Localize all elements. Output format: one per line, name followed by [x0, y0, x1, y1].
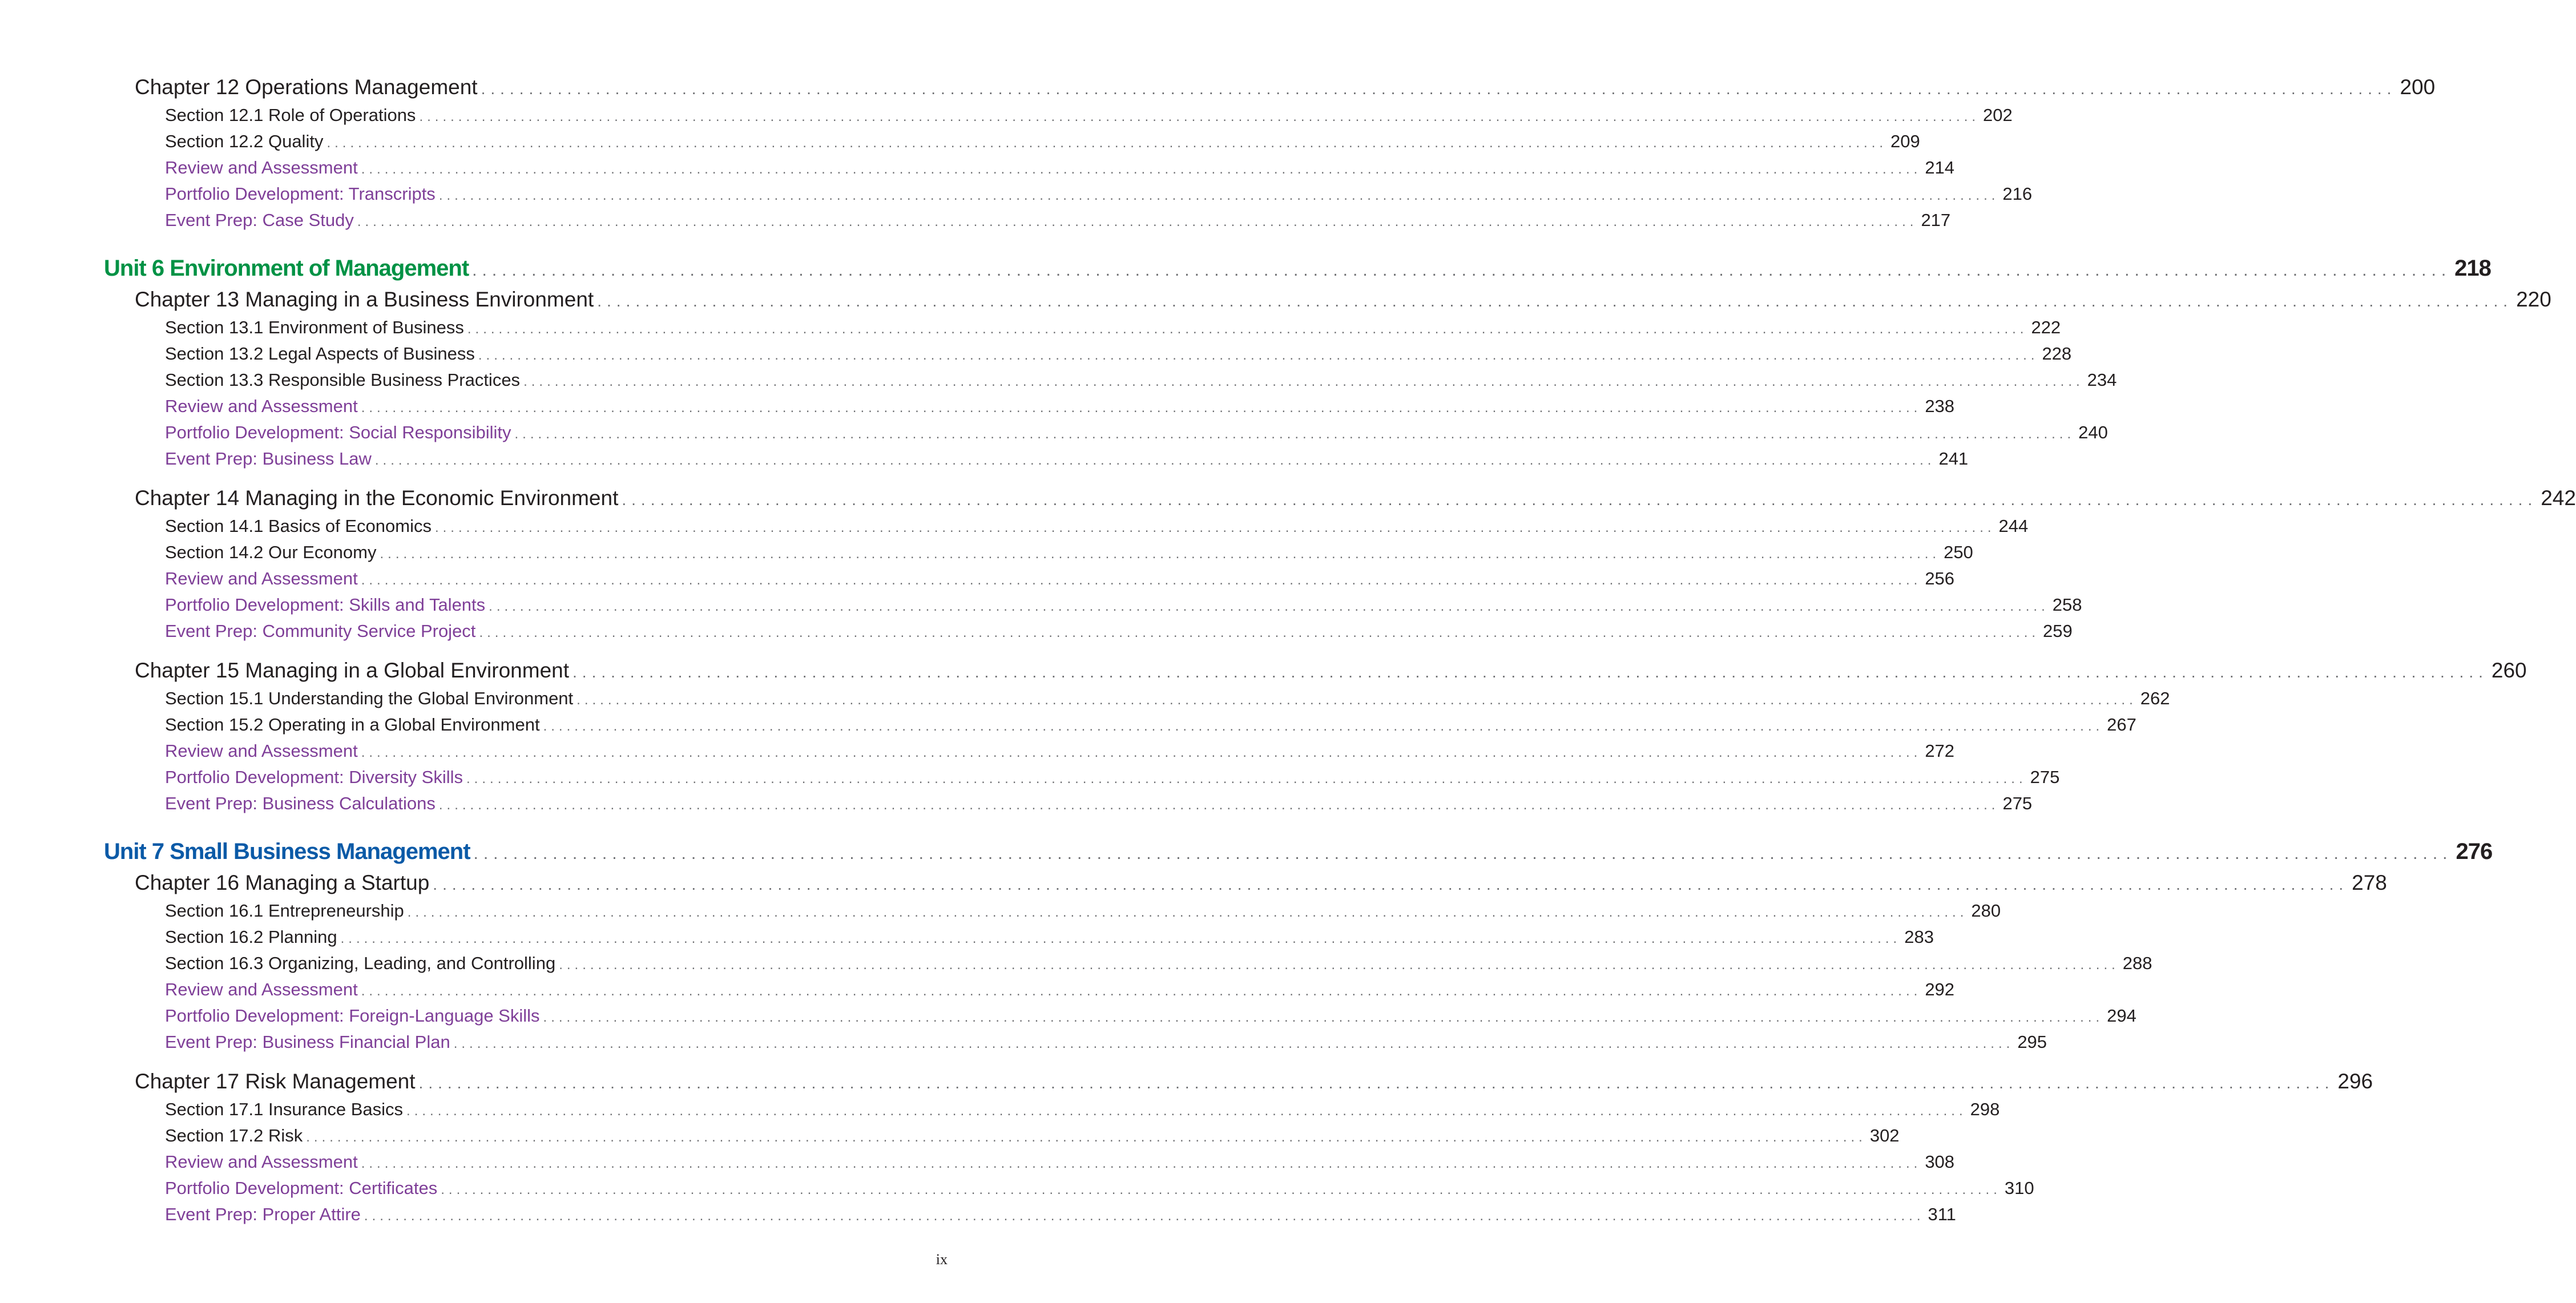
chapter-title: Chapter 13 Managing in a Business Environment: [135, 288, 594, 311]
extra-entry[interactable]: [165, 396, 1955, 422]
chapter-entry[interactable]: [135, 871, 2387, 901]
dot-leader: ........................................................................................................................................................................................................: [543, 719, 2104, 734]
dot-leader: ........................................................................................................................................................................................................: [433, 876, 2349, 893]
extra-page-number: 259: [2043, 621, 2073, 641]
dot-leader: ........................................................................................................................................................................................................: [380, 546, 1941, 562]
chapter-page-number: 242: [2541, 486, 2576, 510]
extra-title: Portfolio Development: Skills and Talents: [165, 595, 486, 615]
extra-title: Review and Assessment: [165, 1152, 358, 1172]
chapter-page-number: 220: [2516, 288, 2551, 311]
extra-page-number: 292: [1925, 979, 1955, 999]
dot-leader: ........................................................................................................................................................................................................: [364, 1208, 1925, 1224]
dot-leader: ........................................................................................................................................................................................................: [577, 692, 2137, 708]
extra-page-number: 275: [2002, 793, 2033, 813]
dot-leader: ........................................................................................................................................................................................................: [374, 453, 1936, 468]
section-entry[interactable]: [165, 370, 2117, 396]
section-title: Section 15.1 Understanding the Global Environment: [165, 688, 574, 708]
extra-page-number: 240: [2078, 422, 2108, 442]
chapter-title: Chapter 12 Operations Management: [135, 75, 478, 99]
section-title: Section 13.3 Responsible Business Practices: [165, 370, 521, 390]
extra-title: Portfolio Development: Certificates: [165, 1178, 438, 1198]
dot-leader: ........................................................................................................................................................................................................: [407, 905, 1968, 920]
extra-page-number: 310: [2004, 1178, 2034, 1198]
section-entry[interactable]: [165, 317, 2061, 344]
extra-page-number: 241: [1938, 449, 1969, 469]
extra-entry[interactable]: [165, 767, 2060, 793]
dot-leader: ........................................................................................................................................................................................................: [466, 771, 2027, 786]
extra-title: Event Prep: Business Calculations: [165, 793, 436, 813]
section-entry[interactable]: [165, 927, 1934, 953]
chapter-entry[interactable]: [135, 288, 2551, 317]
extra-page-number: 217: [1921, 210, 1951, 230]
unit-page-number: 218: [2454, 256, 2491, 281]
section-page-number: 283: [1904, 927, 1934, 947]
dot-leader: ........................................................................................................................................................................................................: [441, 1182, 2001, 1197]
chapter-entry[interactable]: [135, 1070, 2373, 1099]
section-title: Section 13.1 Environment of Business: [165, 317, 464, 337]
chapter-entry[interactable]: [135, 75, 2436, 105]
chapter-entry[interactable]: [135, 659, 2527, 688]
dot-leader: ........................................................................................................................................................................................................: [597, 292, 2513, 310]
section-entry[interactable]: [165, 105, 2013, 131]
dot-leader: ........................................................................................................................................................................................................: [361, 1156, 1922, 1171]
extra-title: Portfolio Development: Foreign-Language Skills: [165, 1006, 540, 1026]
dot-leader: ........................................................................................................................................................................................................: [438, 188, 1999, 203]
section-entry[interactable]: [165, 542, 1973, 568]
chapter-page-number: 296: [2337, 1070, 2373, 1093]
section-title: Section 16.3 Organizing, Leading, and Controlling: [165, 953, 556, 973]
dot-leader: ........................................................................................................................................................................................................: [559, 957, 2119, 973]
dot-leader: ........................................................................................................................................................................................................: [473, 844, 2453, 863]
section-title: Section 12.1 Role of Operations: [165, 105, 416, 125]
extra-page-number: 275: [2030, 767, 2060, 787]
extra-title: Portfolio Development: Social Responsibility: [165, 422, 511, 442]
section-page-number: 298: [1970, 1099, 2000, 1119]
extra-entry[interactable]: [165, 568, 1955, 595]
dot-leader: ........................................................................................................................................................................................................: [479, 625, 2040, 640]
dot-leader: ........................................................................................................................................................................................................: [361, 400, 1922, 415]
section-entry[interactable]: [165, 901, 2001, 927]
section-page-number: 209: [1890, 131, 1920, 151]
chapter-entry[interactable]: [135, 486, 2576, 516]
section-page-number: 228: [2042, 344, 2072, 364]
dot-leader: ........................................................................................................................................................................................................: [514, 426, 2075, 442]
dot-leader: ........................................................................................................................................................................................................: [357, 214, 1918, 229]
extra-page-number: 214: [1925, 158, 1955, 178]
dot-leader: ........................................................................................................................................................................................................: [340, 931, 1901, 946]
chapter-page-number: 260: [2491, 659, 2527, 682]
dot-leader: ........................................................................................................................................................................................................: [622, 491, 2538, 509]
dot-leader: ........................................................................................................................................................................................................: [523, 374, 2084, 389]
section-title: Section 14.1 Basics of Economics: [165, 516, 432, 536]
dot-leader: ........................................................................................................................................................................................................: [406, 1103, 1967, 1119]
dot-leader: ........................................................................................................................................................................................................: [478, 348, 2039, 363]
extra-entry[interactable]: [165, 741, 1955, 767]
unit-entry[interactable]: [104, 839, 2493, 871]
section-page-number: 222: [2031, 317, 2061, 337]
extra-title: Portfolio Development: Transcripts: [165, 184, 436, 204]
extra-entry[interactable]: [165, 1006, 2136, 1032]
dot-leader: ........................................................................................................................................................................................................: [306, 1129, 1867, 1145]
dot-leader: ........................................................................................................................................................................................................: [419, 109, 1980, 124]
dot-leader: ........................................................................................................................................................................................................: [418, 1074, 2335, 1092]
extra-page-number: 216: [2002, 184, 2033, 204]
section-title: Section 13.2 Legal Aspects of Business: [165, 344, 475, 364]
dot-leader: ........................................................................................................................................................................................................: [361, 572, 1922, 588]
extra-entry[interactable]: [165, 158, 1955, 184]
section-title: Section 15.2 Operating in a Global Environment: [165, 715, 540, 735]
dot-leader: ........................................................................................................................................................................................................: [361, 162, 1922, 177]
section-title: Section 16.2 Planning: [165, 927, 337, 947]
section-title: Section 16.1 Entrepreneurship: [165, 901, 404, 921]
section-page-number: 288: [2122, 953, 2152, 973]
extra-page-number: 238: [1925, 396, 1955, 416]
extra-entry[interactable]: [165, 1204, 1956, 1231]
extra-title: Event Prep: Proper Attire: [165, 1204, 361, 1224]
dot-leader: ........................................................................................................................................................................................................: [361, 983, 1922, 999]
extra-entry[interactable]: [165, 1178, 2034, 1204]
section-page-number: 262: [2140, 688, 2170, 708]
dot-leader: ........................................................................................................................................................................................................: [467, 321, 2028, 337]
section-page-number: 250: [1944, 542, 1973, 562]
section-entry[interactable]: [165, 1099, 2000, 1125]
extra-title: Event Prep: Business Financial Plan: [165, 1032, 450, 1052]
extra-title: Event Prep: Business Law: [165, 449, 372, 469]
extra-entry[interactable]: [165, 793, 2033, 820]
section-title: Section 17.2 Risk: [165, 1125, 303, 1145]
extra-title: Review and Assessment: [165, 396, 358, 416]
extra-entry[interactable]: [165, 621, 2073, 647]
dot-leader: ........................................................................................................................................................................................................: [573, 663, 2488, 681]
extra-page-number: 295: [2017, 1032, 2047, 1052]
chapter-title: Chapter 17 Risk Management: [135, 1070, 416, 1093]
extra-title: Portfolio Development: Diversity Skills: [165, 767, 463, 787]
extra-entry[interactable]: [165, 1152, 1955, 1178]
chapter-title: Chapter 15 Managing in a Global Environment: [135, 659, 570, 682]
section-title: Section 17.1 Insurance Basics: [165, 1099, 404, 1119]
unit-title: Unit 7 Small Business Management: [104, 839, 470, 864]
extra-page-number: 311: [1928, 1204, 1956, 1224]
page-number: ix: [936, 1251, 948, 1268]
dot-leader: ........................................................................................................................................................................................................: [543, 1010, 2104, 1025]
extra-page-number: 308: [1925, 1152, 1955, 1172]
section-page-number: 234: [2087, 370, 2117, 390]
extra-page-number: 294: [2107, 1006, 2136, 1026]
section-entry[interactable]: [165, 688, 2170, 715]
dot-leader: ........................................................................................................................................................................................................: [472, 261, 2452, 280]
dot-leader: ........................................................................................................................................................................................................: [361, 745, 1922, 760]
extra-entry[interactable]: [165, 422, 2108, 449]
section-entry[interactable]: [165, 516, 2029, 542]
section-entry[interactable]: [165, 1125, 1900, 1152]
extra-entry[interactable]: [165, 210, 1951, 236]
extra-page-number: 272: [1925, 741, 1955, 761]
chapter-page-number: 278: [2352, 871, 2387, 894]
dot-leader: ........................................................................................................................................................................................................: [481, 80, 2397, 98]
dot-leader: ........................................................................................................................................................................................................: [326, 135, 1888, 151]
section-page-number: 280: [1971, 901, 2001, 921]
extra-title: Review and Assessment: [165, 158, 358, 178]
section-entry[interactable]: [165, 344, 2072, 370]
extra-page-number: 258: [2052, 595, 2082, 615]
extra-entry[interactable]: [165, 184, 2033, 210]
extra-title: Event Prep: Case Study: [165, 210, 354, 230]
extra-entry[interactable]: [165, 449, 1969, 475]
dot-leader: ........................................................................................................................................................................................................: [489, 599, 2049, 614]
chapter-page-number: 200: [2400, 75, 2436, 99]
extra-title: Event Prep: Community Service Project: [165, 621, 476, 641]
section-page-number: 267: [2107, 715, 2136, 735]
section-title: Section 12.2 Quality: [165, 131, 324, 151]
section-page-number: 244: [1998, 516, 2029, 536]
section-title: Section 14.2 Our Economy: [165, 542, 377, 562]
chapter-title: Chapter 14 Managing in the Economic Environment: [135, 486, 619, 510]
section-page-number: 202: [1983, 105, 2013, 125]
section-entry[interactable]: [165, 131, 1920, 158]
unit-page-number: 276: [2456, 839, 2493, 864]
section-entry[interactable]: [165, 715, 2136, 741]
chapter-title: Chapter 16 Managing a Startup: [135, 871, 430, 894]
unit-entry[interactable]: [104, 256, 2491, 288]
extra-page-number: 256: [1925, 568, 1955, 588]
dot-leader: ........................................................................................................................................................................................................: [434, 520, 1996, 535]
dot-leader: ........................................................................................................................................................................................................: [453, 1036, 2014, 1051]
extra-title: Review and Assessment: [165, 741, 358, 761]
dot-leader: ........................................................................................................................................................................................................: [438, 797, 1999, 813]
extra-title: Review and Assessment: [165, 568, 358, 588]
section-entry[interactable]: [165, 953, 2152, 979]
extra-entry[interactable]: [165, 979, 1955, 1006]
extra-entry[interactable]: [165, 595, 2082, 621]
extra-title: Review and Assessment: [165, 979, 358, 999]
section-page-number: 302: [1869, 1125, 1900, 1145]
unit-title: Unit 6 Environment of Management: [104, 256, 469, 281]
extra-entry[interactable]: [165, 1032, 2047, 1058]
